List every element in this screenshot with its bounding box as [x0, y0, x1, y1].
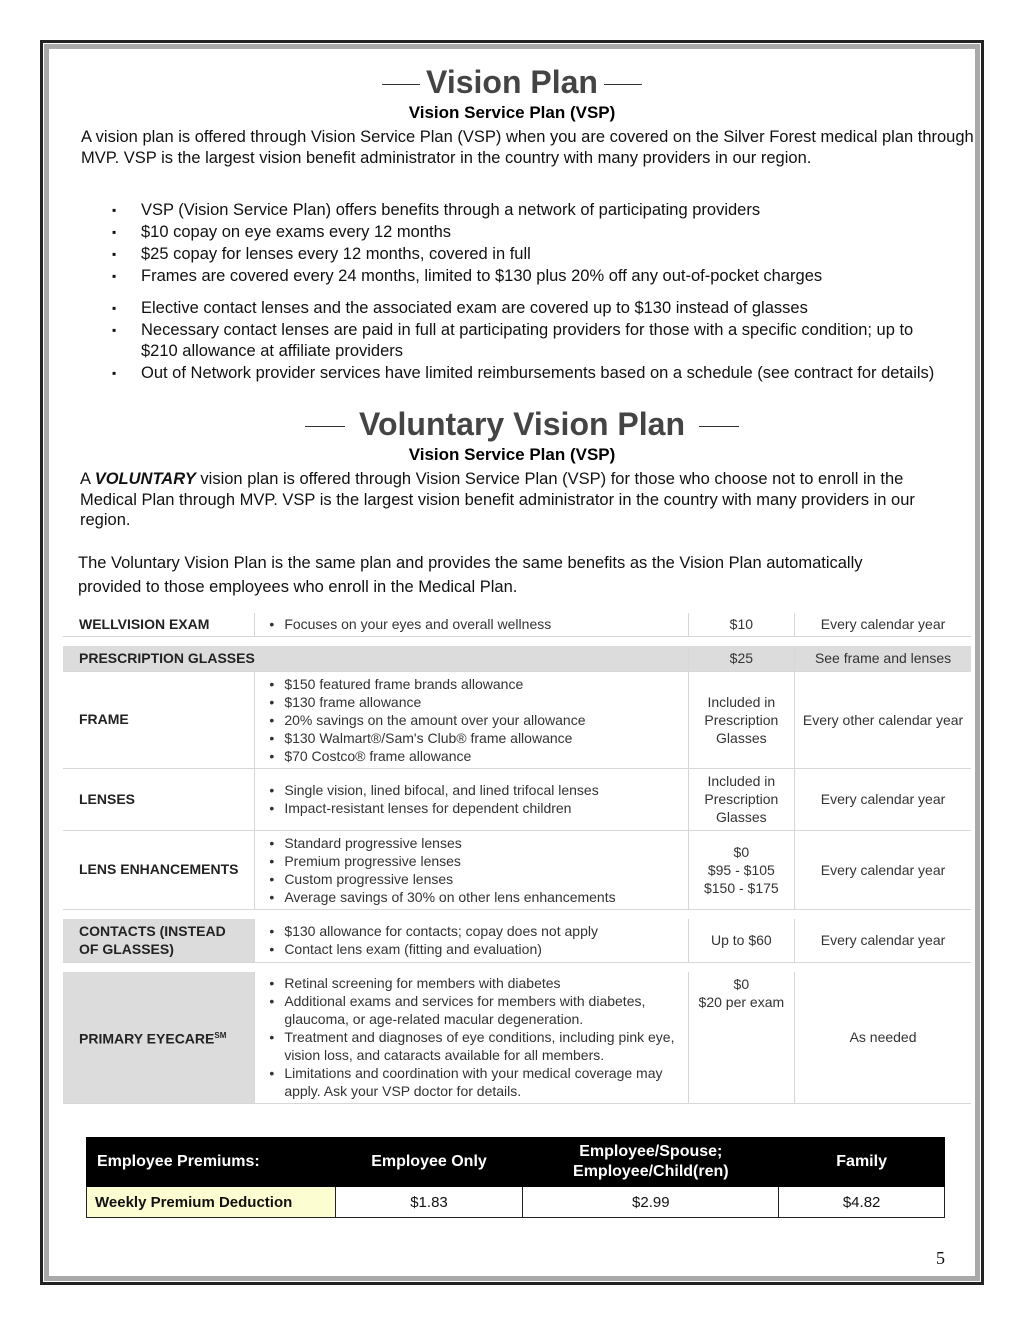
- row-label: Weekly Premium Deduction: [87, 1187, 336, 1218]
- benefit-frequency: Every calendar year: [795, 919, 971, 962]
- list-item: ▪ VSP (Vision Service Plan) offers benefits through a network of participating providers: [112, 200, 962, 221]
- list-item: • Treatment and diagnoses of eye conditions, including pink eye, vision loss, and cataracts available for all members.: [263, 1028, 687, 1064]
- list-item: • Standard progressive lenses: [263, 834, 687, 852]
- benefit-frequency: Every calendar year: [795, 768, 971, 830]
- heading-rule-left: [305, 426, 345, 427]
- list-item: ▪ Out of Network provider services have limited reimbursements based on a schedule (see contract for details): [112, 363, 962, 384]
- premiums-table: [86, 1137, 945, 1218]
- column-header: Employee/Spouse; Employee/Child(ren): [523, 1138, 779, 1187]
- vision-bullet-list-1: [112, 200, 962, 288]
- premium-value: $1.83: [335, 1187, 523, 1218]
- vision-plan-subtitle: Vision Service Plan (VSP): [408, 103, 616, 122]
- list-item: • Retinal screening for members with diabetes: [263, 974, 687, 992]
- list-item: • Custom progressive lenses: [263, 870, 687, 888]
- benefit-copay: $20 per exam: [698, 994, 785, 1010]
- benefit-name: WELLVISION EXAM: [63, 613, 255, 636]
- benefit-copay: $0: [733, 976, 750, 992]
- vision-plan-heading: [0, 62, 1024, 102]
- benefit-copay: Up to $60: [688, 919, 794, 962]
- voluntary-emphasis: VOLUNTARY: [94, 470, 196, 488]
- heading-rule-left: [382, 84, 420, 85]
- column-header: Employee Premiums:: [87, 1138, 336, 1187]
- list-item: ▪ Elective contact lenses and the associated exam are covered up to $130 instead of glasses: [112, 298, 962, 319]
- table-row: [87, 1187, 945, 1218]
- benefit-name: PRESCRIPTION GLASSES: [63, 646, 255, 671]
- benefit-copay: Included in Prescription Glasses: [688, 768, 794, 830]
- benefit-name: CONTACTS (INSTEAD OF GLASSES): [63, 919, 255, 962]
- list-item: • Additional exams and services for members with diabetes, glaucoma, or age-related macular degeneration.: [263, 992, 687, 1028]
- page-number: 5: [936, 1248, 945, 1268]
- benefit-name: LENS ENHANCEMENTS: [63, 830, 255, 909]
- heading-rule-right: [699, 426, 739, 427]
- benefit-frequency: Every calendar year: [795, 830, 971, 909]
- table-row: [63, 646, 971, 671]
- table-header-row: [87, 1138, 945, 1187]
- list-item: ▪ $25 copay for lenses every 12 months, covered in full: [112, 244, 962, 265]
- benefit-copay: $25: [688, 646, 794, 671]
- list-item: • Limitations and coordination with your medical coverage may apply. Ask your VSP doctor for details.: [263, 1064, 687, 1100]
- list-item: • Average savings of 30% on other lens enhancements: [263, 888, 687, 906]
- benefit-name: PRIMARY EYECARE: [79, 1030, 215, 1047]
- benefit-copay: $150 - $175: [703, 879, 779, 896]
- premium-value: $2.99: [523, 1187, 779, 1218]
- list-item: ▪ $10 copay on eye exams every 12 months: [112, 222, 962, 243]
- table-row: [63, 671, 971, 768]
- list-item: • $130 frame allowance: [263, 693, 687, 711]
- list-item: • $150 featured frame brands allowance: [263, 675, 687, 693]
- benefit-name: LENSES: [63, 768, 255, 830]
- benefit-frequency: See frame and lenses: [795, 646, 971, 671]
- benefit-frequency: Every calendar year: [795, 613, 971, 636]
- list-item: • $130 allowance for contacts; copay does not apply: [263, 922, 687, 940]
- table-row: [63, 830, 971, 909]
- list-item: ▪ Frames are covered every 24 months, limited to $130 plus 20% off any out-of-pocket charges: [112, 266, 962, 287]
- list-item: • Impact-resistant lenses for dependent children: [263, 799, 687, 817]
- list-item: • $70 Costco® frame allowance: [263, 747, 687, 765]
- premium-value: $4.82: [779, 1187, 945, 1218]
- voluntary-same-plan-note: The Voluntary Vision Plan is the same plan and provides the same benefits as the Vision Plan automatically provided to those employees who enroll in the Medical Plan.: [78, 554, 863, 596]
- benefit-copay: $10: [688, 613, 794, 636]
- benefit-name: FRAME: [63, 671, 255, 768]
- vision-plan-title: Vision Plan: [426, 64, 598, 100]
- benefit-copay: $0: [733, 843, 750, 860]
- voluntary-plan-title: Voluntary Vision Plan: [359, 406, 685, 442]
- list-item: • Premium progressive lenses: [263, 852, 687, 870]
- list-item: ▪ Necessary contact lenses are paid in full at participating providers for those with a specific condition; up to $210 allowance at affiliate providers: [112, 320, 962, 361]
- list-item: • Focuses on your eyes and overall wellness: [263, 615, 687, 633]
- service-mark: SM: [214, 1030, 227, 1040]
- voluntary-plan-heading: [0, 404, 1024, 444]
- heading-rule-right: [604, 84, 642, 85]
- column-header: Family: [779, 1138, 945, 1187]
- benefits-table: [63, 613, 971, 1104]
- benefit-frequency: As needed: [795, 972, 971, 1103]
- table-row: [63, 768, 971, 830]
- column-header: Employee Only: [335, 1138, 523, 1187]
- benefit-copay: $95 - $105: [707, 861, 775, 878]
- voluntary-plan-intro: A VOLUNTARY vision plan is offered through Vision Service Plan (VSP) for those who choose not to enroll in the Medical Plan through MVP. VSP is the largest vision benefit administrator in the country with many providers in our region.: [80, 470, 915, 529]
- vision-bullet-list-2: [112, 298, 962, 385]
- vision-plan-intro: A vision plan is offered through Vision Service Plan (VSP) when you are covered on the Silver Forest medical plan through MVP. VSP is the largest vision benefit administrator in the country with many providers in our region.: [81, 128, 974, 167]
- benefit-copay: Included in Prescription Glasses: [688, 671, 794, 768]
- table-row: [63, 613, 971, 636]
- list-item: • $130 Walmart®/Sam's Club® frame allowance: [263, 729, 687, 747]
- table-row: [63, 972, 971, 1103]
- table-row: [63, 919, 971, 962]
- voluntary-plan-subtitle: Vision Service Plan (VSP): [408, 445, 616, 464]
- list-item: • Contact lens exam (fitting and evaluation): [263, 940, 687, 958]
- list-item: • Single vision, lined bifocal, and lined trifocal lenses: [263, 781, 687, 799]
- list-item: • 20% savings on the amount over your allowance: [263, 711, 687, 729]
- benefit-frequency: Every other calendar year: [795, 671, 971, 768]
